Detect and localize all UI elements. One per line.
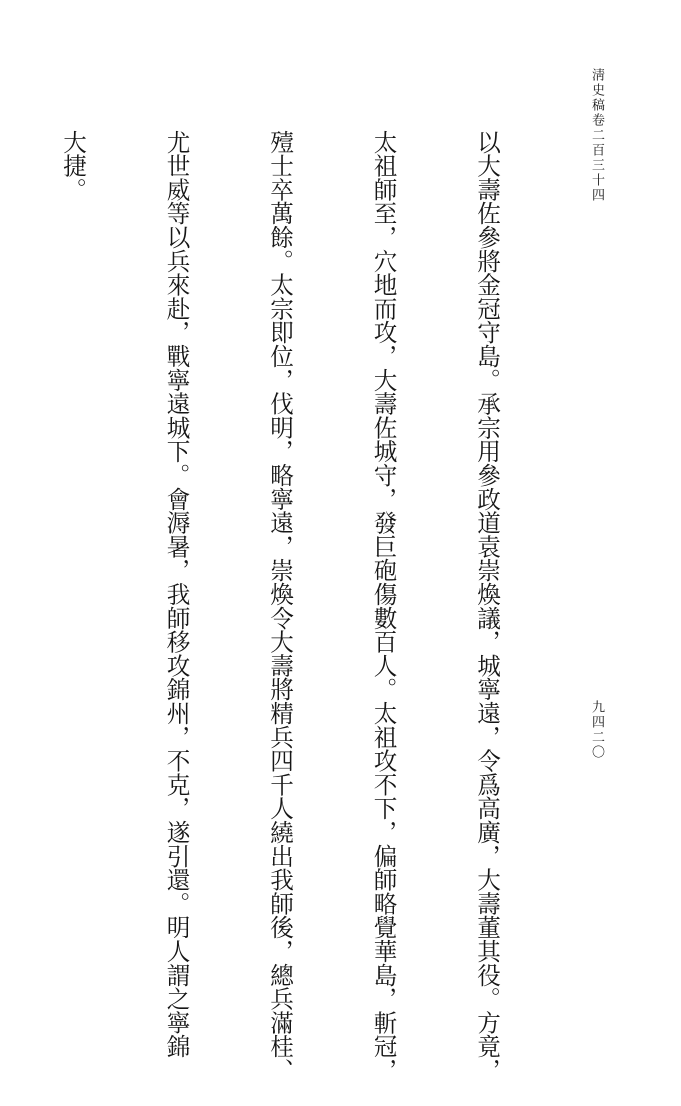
body-text <box>0 130 573 1082</box>
text-column-3: 殪士卒萬餘。太宗即位，伐明，略寧遠，崇煥令大壽將精兵四千人繞出我師後，總兵滿桂、 <box>266 130 294 1082</box>
text-column-4: 尤世威等以兵來赴，戰寧遠城下。會溽暑，我師移攻錦州，不克，遂引還。明人謂之寧錦 <box>162 130 191 1059</box>
text-column-5: 大捷。 <box>59 130 87 202</box>
text-column-2: 太祖師至，穴地而攻，大壽佐城守，發巨砲傷數百人。太祖攻不下，偏師略覺華島，斬冠， <box>369 130 398 1082</box>
page-number: 九四二〇 <box>589 700 604 760</box>
running-header-title: 淸史稿卷二百三十四 <box>589 68 604 203</box>
text-column-1: 以大壽佐參將金冠守島。承宗用參政道袁崇煥議，城寧遠，令爲高廣，大壽董其役。方竟， <box>473 130 501 1082</box>
